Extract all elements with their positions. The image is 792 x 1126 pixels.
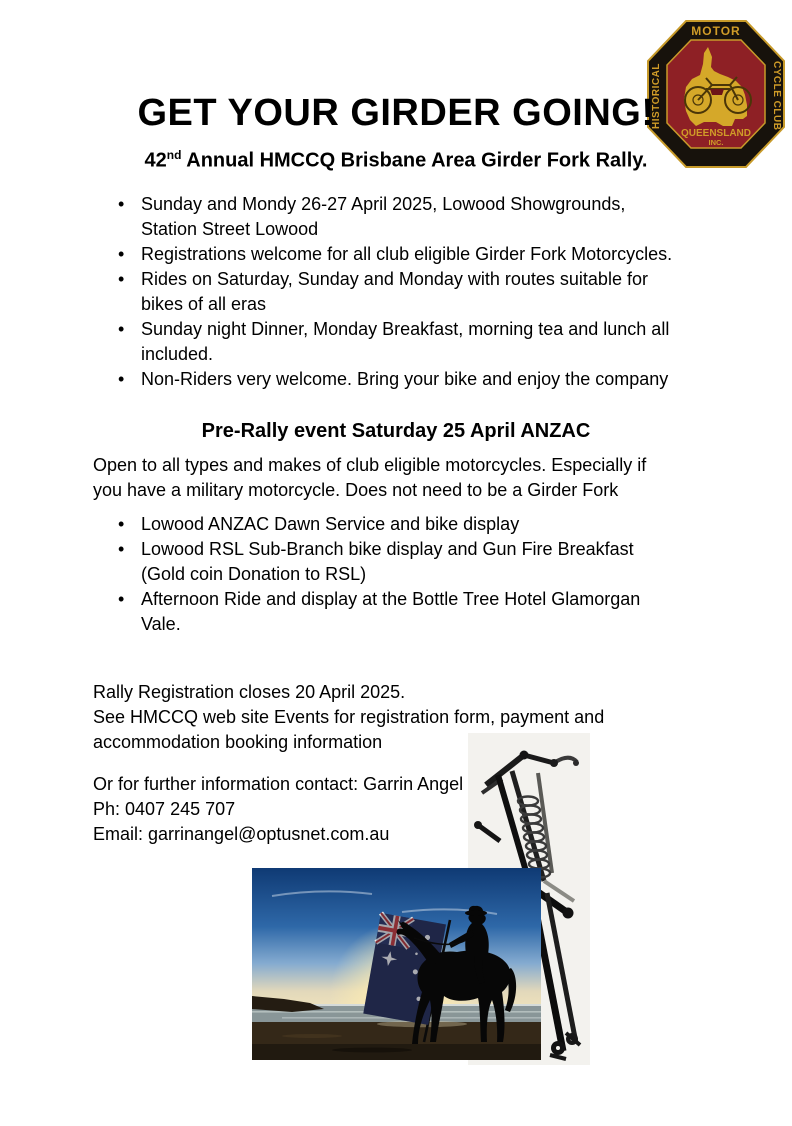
intro-line: Open to all types and makes of club eligible motorcycles. Especially if xyxy=(93,455,647,475)
bullet-line: bikes of all eras xyxy=(141,294,267,314)
list-item xyxy=(93,587,733,637)
pre-rally-intro xyxy=(93,453,733,503)
list-item xyxy=(93,367,733,392)
bullet-line: • Sunday night Dinner, Monday Breakfast, morning tea and lunch all xyxy=(141,319,670,339)
contact-phone-line: Ph: 0407 245 707 xyxy=(93,799,236,819)
subtitle-number: 42 xyxy=(144,149,167,172)
list-item xyxy=(93,192,733,242)
anzac-light-horse-photo xyxy=(252,868,541,1060)
subtitle-rest: Annual HMCCQ Brisbane Area Girder Fork Rally. xyxy=(181,149,648,172)
registration-line: accommodation booking information xyxy=(93,732,383,752)
bullet-line: • Rides on Saturday, Sunday and Monday with routes suitable for xyxy=(141,269,648,289)
bullet-line: • Afternoon Ride and display at the Bottle Tree Hotel Glamorgan xyxy=(141,589,641,609)
registration-line: See HMCCQ web site Events for registration form, payment and xyxy=(93,707,605,727)
logo-right-text: CYCLE CLUB xyxy=(771,61,782,131)
logo-inc-text: INC. xyxy=(708,138,724,147)
contact-email-line: Email: garrinangel@optusnet.com.au xyxy=(93,824,390,844)
bullet-line: • Sunday and Mondy 26-27 April 2025, Lowood Showgrounds, xyxy=(141,194,626,214)
list-item xyxy=(93,317,733,367)
logo-state-text: QUEENSLAND xyxy=(680,128,752,139)
bullet-line: • Non-Riders very welcome. Bring your bike and enjoy the company xyxy=(141,369,669,389)
contact-info xyxy=(93,772,733,847)
pre-rally-heading: Pre-Rally event Saturday 25 April ANZAC xyxy=(201,420,591,442)
page-subtitle xyxy=(0,148,792,173)
bullet-line: included. xyxy=(141,344,214,364)
bullet-line: • Registrations welcome for all club eligible Girder Fork Motorcycles. xyxy=(141,244,673,264)
bullet-line: • Lowood ANZAC Dawn Service and bike display xyxy=(141,514,520,534)
list-item xyxy=(93,537,733,587)
bullet-line: Vale. xyxy=(141,614,181,634)
logo-top-text: MOTOR xyxy=(691,24,741,38)
list-item xyxy=(93,267,733,317)
bullet-line: Station Street Lowood xyxy=(141,219,319,239)
subtitle-ordinal: nd xyxy=(166,148,182,162)
logo-left-text: HISTORICAL xyxy=(651,63,662,129)
pre-rally-bullet-list xyxy=(93,512,733,637)
registration-line: Rally Registration closes 20 April 2025. xyxy=(93,682,406,702)
list-item xyxy=(93,242,733,267)
bullet-line: • Lowood RSL Sub-Branch bike display and Gun Fire Breakfast xyxy=(141,539,634,559)
main-bullet-list xyxy=(93,192,733,392)
intro-line: you have a military motorcycle. Does not need to be a Girder Fork xyxy=(93,480,619,500)
contact-name-line: Or for further information contact: Garrin Angel xyxy=(93,774,464,794)
registration-info xyxy=(93,680,733,755)
bullet-line: (Gold coin Donation to RSL) xyxy=(141,564,367,584)
page-title: GET YOUR GIRDER GOING! xyxy=(137,92,655,134)
list-item xyxy=(93,512,733,537)
